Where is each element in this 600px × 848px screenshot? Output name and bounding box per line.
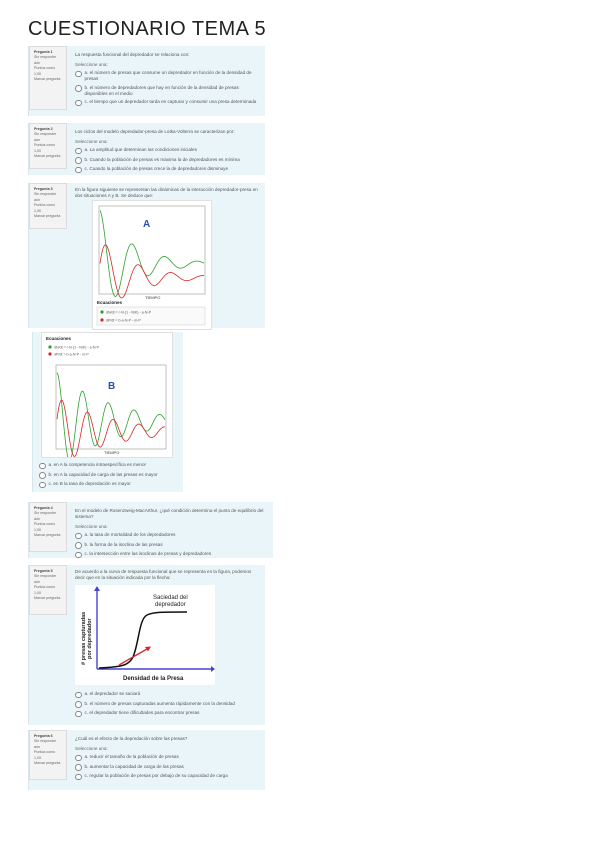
question-body: [75, 569, 259, 585]
radio-button[interactable]: [75, 552, 82, 559]
answer-option[interactable]: [39, 472, 179, 479]
legend-dot-predator: [48, 352, 51, 355]
question-text: La respuesta funcional del depredador se relaciona con:: [75, 52, 190, 57]
legend-eq-prey: dN/dt = r·N·(1 - N/K) - a·N·P: [106, 310, 152, 315]
question-6: [28, 730, 265, 790]
question-5: [28, 565, 265, 725]
option-text: a. en A la competencia intraespecífica es menor: [48, 462, 147, 467]
radio-button[interactable]: [75, 542, 82, 549]
radio-button[interactable]: [75, 533, 82, 540]
question-status: Sin responder aún: [34, 55, 57, 65]
chart-b-svg: [42, 333, 172, 457]
radio-button[interactable]: [75, 755, 82, 762]
option-text: b. el número de depredadores que hay en función de la densidad de presas disponibles en el medio: [84, 84, 239, 96]
question-info: [29, 565, 67, 615]
answer-option[interactable]: [75, 70, 259, 82]
option-text: a. la tasa de mortalidad de los depredadores: [84, 532, 176, 537]
option-text: a. reducir el tamaño de la población de presas: [84, 754, 179, 759]
y-axis-label: # presas capturadaspor depredador: [81, 611, 93, 665]
option-text: c. en B la tasa de depredación es mayor: [48, 481, 131, 486]
flag-question-link[interactable]: Marcar pregunta: [34, 77, 61, 82]
radio-button[interactable]: [75, 701, 82, 708]
question-status: Sin responder aún: [34, 511, 57, 521]
question-info: [29, 730, 67, 780]
question-info: [29, 502, 67, 552]
question-score: Puntúa como 1,00: [34, 143, 56, 153]
legend-dot-prey: [100, 310, 103, 313]
question-options: [39, 462, 179, 491]
legend-eq-predator: dP/dt = b·a·N·P - m·P: [106, 318, 141, 323]
answer-option[interactable]: [39, 481, 179, 488]
question-text: En el modelo de Rosenzweig-MacArthur, ¿qué condición determina el punto de equilibrio del sistema?: [75, 508, 264, 519]
functional-response-curve: [99, 612, 187, 668]
legend-dot-prey: [48, 345, 51, 348]
flag-question-link[interactable]: Marcar pregunta: [34, 214, 61, 219]
question-number: Pregunta 3: [34, 187, 53, 191]
select-prompt: Seleccione una:: [75, 139, 108, 144]
chart-b: [41, 332, 173, 458]
chart-a-svg: [93, 201, 211, 329]
question-4: [28, 502, 273, 558]
x-axis-arrowhead: [211, 666, 215, 672]
answer-option[interactable]: [75, 764, 259, 771]
question-score: Puntúa como 1,00: [34, 750, 56, 760]
y-axis-arrowhead: [94, 586, 100, 591]
question-info: [29, 46, 67, 110]
radio-button[interactable]: [75, 100, 82, 107]
question-number: Pregunta 5: [34, 569, 53, 573]
option-text: b. Cuando la población de presas es máxima la de depredadores es mínima: [84, 156, 240, 162]
flag-question-link[interactable]: Marcar pregunta: [34, 533, 61, 538]
option-text: a. La amplitud que determinan las condiciones iniciales: [84, 147, 197, 152]
curve-annotation: Saciedad del depredador: [153, 595, 188, 608]
question-text: ¿Cuál es el efecto de la depredación sobre las presas?: [75, 736, 188, 741]
question-score: Puntúa como 1,00: [34, 522, 56, 532]
radio-button[interactable]: [75, 148, 82, 155]
legend-title: Ecuaciones: [97, 300, 123, 305]
radio-button[interactable]: [75, 764, 82, 771]
question-3-continued: [32, 332, 183, 492]
legend-dot-predator: [100, 318, 103, 321]
legend-eq-predator: dP/dt = b·a·N·P - m·P: [54, 352, 89, 357]
question-body: [75, 736, 259, 783]
chart-a: [92, 200, 212, 330]
question-body: [75, 129, 259, 176]
option-text: c. Cuando la población de presas crece la de depredadores disminuye: [84, 166, 229, 171]
select-prompt: Seleccione una:: [75, 62, 108, 67]
answer-option[interactable]: [75, 99, 259, 106]
answer-option[interactable]: [39, 462, 179, 469]
radio-button[interactable]: [75, 711, 82, 718]
flag-question-link[interactable]: Marcar pregunta: [34, 154, 61, 159]
answer-option[interactable]: [75, 754, 259, 761]
question-1: [28, 46, 265, 116]
question-score: Puntúa como 1,00: [34, 203, 56, 213]
answer-option[interactable]: [75, 773, 259, 780]
option-text: b. en A la capacidad de carga de las presas es mayor: [48, 471, 158, 477]
question-score: Puntúa como 1,00: [34, 66, 56, 76]
option-text: c. el depredador tiene dificultades para encontrar presas: [84, 710, 200, 715]
question-info: [29, 123, 67, 169]
answer-option[interactable]: [75, 701, 259, 708]
question-body: [75, 508, 267, 561]
question-number: Pregunta 2: [34, 127, 53, 131]
answer-option[interactable]: [75, 157, 259, 164]
question-status: Sin responder aún: [34, 192, 57, 202]
answer-option[interactable]: [75, 85, 259, 97]
radio-button[interactable]: [75, 167, 82, 174]
chart-label: B: [108, 381, 116, 392]
option-text: a. el número de presas que consume un depredador en función de la densidad de presas: [84, 70, 252, 81]
question-number: Pregunta 1: [34, 50, 53, 54]
question-score: Puntúa como 1,00: [34, 585, 56, 595]
question-options: [75, 691, 259, 720]
radio-button[interactable]: [39, 463, 46, 470]
question-body: [75, 52, 259, 109]
question-status: Sin responder aún: [34, 739, 57, 749]
functional-response-figure: [75, 585, 215, 685]
question-number: Pregunta 6: [34, 734, 53, 738]
answer-option[interactable]: [75, 147, 259, 154]
radio-button[interactable]: [75, 71, 82, 78]
flag-question-link[interactable]: Marcar pregunta: [34, 761, 61, 766]
radio-button[interactable]: [75, 157, 82, 164]
answer-option[interactable]: [75, 532, 267, 539]
answer-option[interactable]: [75, 542, 267, 549]
select-prompt: Seleccione una:: [75, 746, 108, 751]
option-text: c. la intersección entre las isoclinas de presas y depredadores: [84, 551, 212, 556]
question-text: Los ciclos del modelo depredador-presa de Lotka-Volterra se caracterizan por:: [75, 129, 235, 134]
radio-button[interactable]: [75, 85, 82, 92]
answer-option[interactable]: [75, 166, 259, 173]
radio-button[interactable]: [75, 692, 82, 699]
answer-option[interactable]: [75, 551, 267, 558]
legend-title: Ecuaciones: [46, 336, 72, 341]
answer-option[interactable]: [75, 710, 259, 717]
legend-eq-prey: dN/dt = r·N·(1 - N/K) - a·N·P: [54, 345, 100, 350]
option-text: c. regular la población de presas por debajo de su capacidad de carga: [84, 773, 228, 778]
x-axis-label: TIEMPO: [104, 450, 120, 455]
flag-question-link[interactable]: Marcar pregunta: [34, 596, 61, 601]
option-text: b. la forma de la isoclina de las presas: [84, 541, 163, 547]
option-text: b. el número de presas capturadas aumenta rápidamente con la densidad: [84, 700, 235, 706]
question-status: Sin responder aún: [34, 132, 57, 142]
radio-button[interactable]: [75, 774, 82, 781]
question-text: De acuerdo a la curva de respuesta funcional que se representa en la figura, podemos decir que en la situación indicada por la flecha:: [75, 569, 252, 580]
chart-label: A: [143, 219, 151, 230]
indicator-arrow: [119, 649, 147, 665]
functional-response-svg: [75, 585, 215, 685]
option-text: a. el depredador se saciará: [84, 691, 141, 696]
x-axis-label: Densidad de la Presa: [123, 676, 184, 682]
option-text: c. el tiempo que un depredador tarda en capturar y consumir una presa determinada: [84, 99, 257, 104]
question-number: Pregunta 4: [34, 506, 53, 510]
question-info: [29, 183, 67, 229]
option-text: b. aumentar la capacidad de carga de las presas: [84, 763, 184, 769]
question-status: Sin responder aún: [34, 574, 57, 584]
radio-button[interactable]: [39, 482, 46, 489]
answer-option[interactable]: [75, 691, 259, 698]
question-2: [28, 123, 265, 175]
question-text: En la figura siguiente se representan las dinámicas de la interacción depredador-presa en dos situaciones A y B. Se deduce que:: [75, 187, 258, 198]
select-prompt: Seleccione una:: [75, 524, 108, 529]
page-title: CUESTIONARIO TEMA 5: [28, 18, 267, 40]
x-axis-label: TIEMPO: [145, 295, 161, 300]
radio-button[interactable]: [39, 472, 46, 479]
